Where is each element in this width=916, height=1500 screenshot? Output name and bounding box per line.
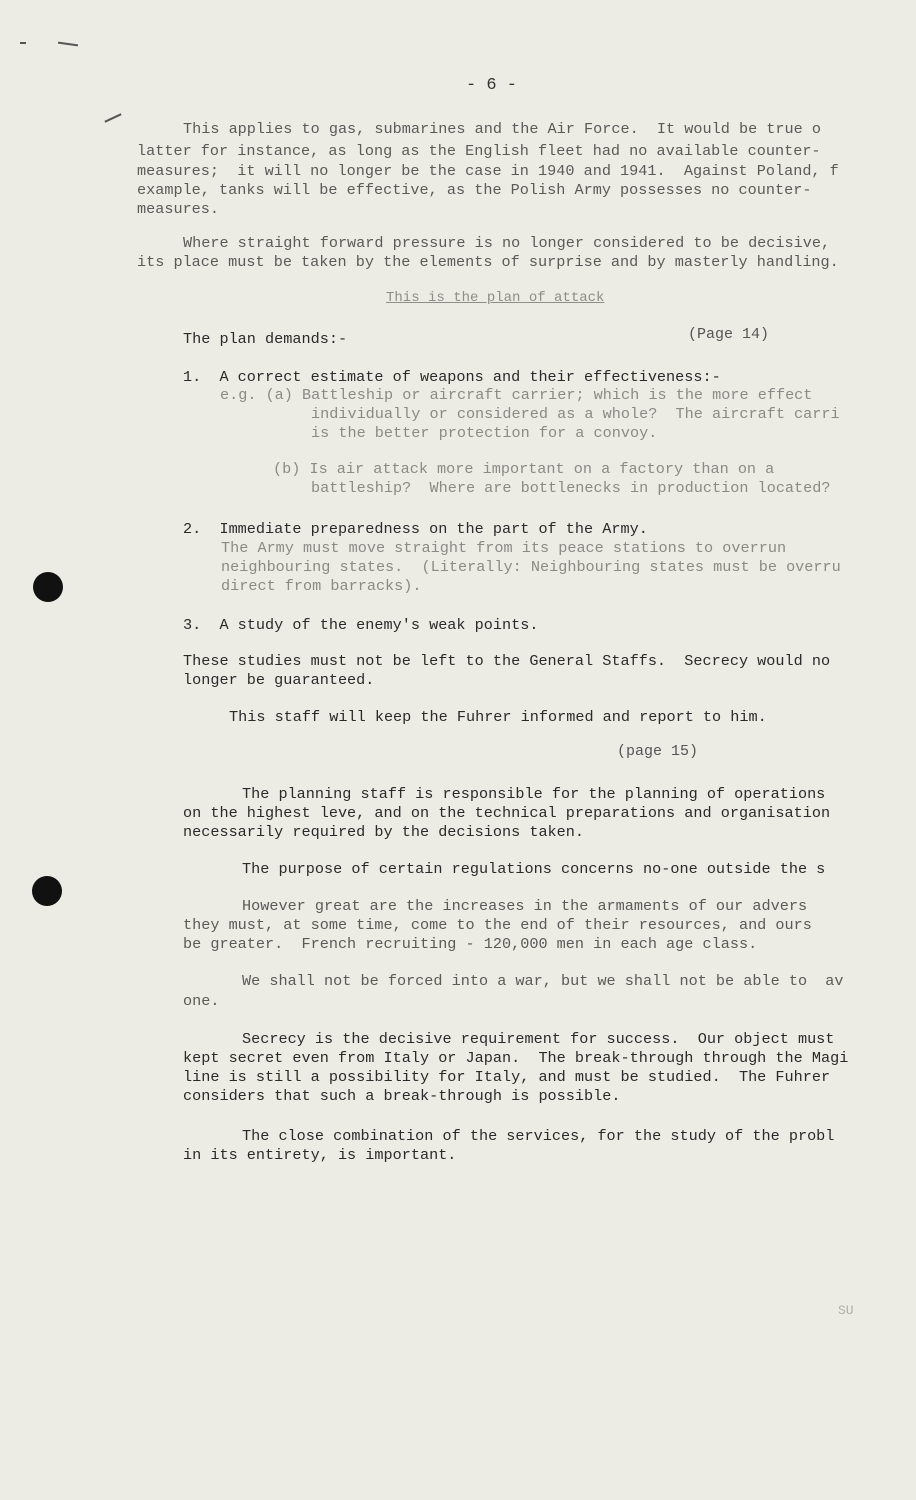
paragraph-line: latter for instance, as long as the English fleet had no available counter- [137, 142, 821, 160]
list-item-3: 3. A study of the enemy's weak points. [183, 616, 539, 634]
list-item-1b-line: battleship? Where are bottlenecks in production located? [311, 479, 831, 497]
paragraph-line: in its entirety, is important. [183, 1146, 457, 1164]
paragraph-line: These studies must not be left to the General Staffs. Secrecy would no [183, 652, 831, 670]
punch-hole [33, 572, 63, 602]
list-item-2-line: The Army must move straight from its peace stations to overrun [221, 539, 787, 557]
margin-mark [20, 42, 26, 44]
section-heading: This is the plan of attack [386, 290, 605, 306]
corner-mark: SU [838, 1303, 854, 1318]
list-item-1: 1. A correct estimate of weapons and their effectiveness:- [183, 368, 721, 386]
paragraph-line: The close combination of the services, for the study of the probl [242, 1127, 835, 1145]
paragraph-line: The purpose of certain regulations concerns no-one outside the s [242, 860, 826, 878]
paragraph-line: its place must be taken by the elements of surprise and by masterly handling. [137, 253, 839, 271]
paragraph-line: on the highest leve, and on the technical preparations and organisation [183, 804, 831, 822]
list-item-2: 2. Immediate preparedness on the part of the Army. [183, 520, 648, 538]
paragraph-line: measures; it will no longer be the case in 1940 and 1941. Against Poland, f [137, 162, 839, 180]
page-reference: (Page 14) [688, 326, 770, 343]
paragraph-line: We shall not be forced into a war, but we shall not be able to av [242, 972, 844, 990]
paragraph-line: kept secret even from Italy or Japan. The break-through through the Magi [183, 1049, 849, 1067]
punch-hole [32, 876, 62, 906]
paragraph-line: The planning staff is responsible for the planning of operations [242, 785, 826, 803]
paragraph-line: one. [183, 992, 220, 1010]
paragraph-line: considers that such a break-through is possible. [183, 1087, 621, 1105]
list-item-1-line: individually or considered as a whole? The aircraft carri [311, 405, 840, 423]
paragraph-line: they must, at some time, come to the end of their resources, and ours [183, 916, 812, 934]
list-item-1b: (b) Is air attack more important on a factory than on a [273, 460, 775, 478]
list-item-1-line: e.g. (a) Battleship or aircraft carrier; which is the more effect [220, 386, 813, 404]
paragraph-line: This applies to gas, submarines and the Air Force. It would be true o [183, 120, 821, 138]
paragraph-line: example, tanks will be effective, as the Polish Army possesses no counter- [137, 181, 812, 199]
paragraph-line: longer be guaranteed. [183, 671, 375, 689]
list-item-1-line: is the better protection for a convoy. [311, 424, 658, 442]
margin-mark [58, 42, 78, 47]
page-number: - 6 - [466, 76, 518, 95]
list-item-2-line: direct from barracks). [221, 577, 422, 595]
paragraph-line: measures. [137, 200, 220, 218]
paragraph-line: line is still a possibility for Italy, and must be studied. The Fuhrer [183, 1068, 831, 1086]
plan-demands-label: The plan demands:- [183, 330, 348, 348]
paragraph-line: Secrecy is the decisive requirement for success. Our object must [242, 1030, 835, 1048]
paragraph-line: be greater. French recruiting - 120,000 men in each age class. [183, 935, 758, 953]
page-reference: (page 15) [617, 743, 699, 760]
paragraph-line: Where straight forward pressure is no longer considered to be decisive, [183, 234, 831, 252]
paragraph-line: necessarily required by the decisions taken. [183, 823, 585, 841]
paragraph-line: This staff will keep the Fuhrer informed and report to him. [229, 708, 767, 726]
paragraph-line: However great are the increases in the armaments of our advers [242, 897, 808, 915]
handwritten-tick [104, 113, 121, 122]
list-item-2-line: neighbouring states. (Literally: Neighbouring states must be overru [221, 558, 841, 576]
